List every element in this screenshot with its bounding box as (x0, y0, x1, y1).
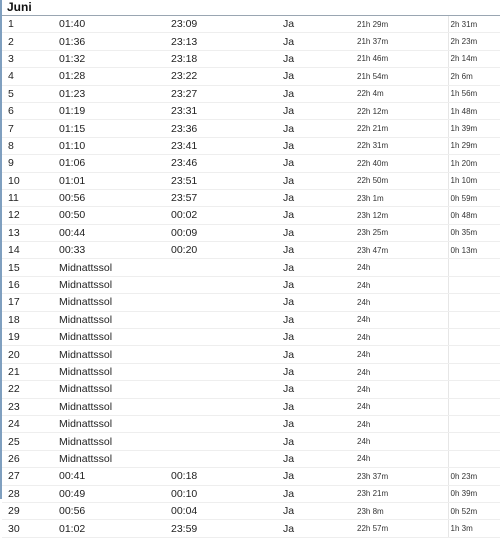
sunset-cell: 23:31 (171, 102, 283, 119)
sunrise-cell: 01:40 (59, 16, 171, 33)
sunrise-cell: Midnattssol (59, 346, 171, 363)
daylength-cell: 22h 4m (357, 85, 448, 102)
night-length-cell: 1h 20m (448, 155, 500, 172)
night-length-cell: 2h 23m (448, 33, 500, 50)
sunset-cell: 00:10 (171, 485, 283, 502)
day-cell: 18 (2, 311, 59, 328)
night-length-cell (448, 346, 500, 363)
ja-cell: Ja (283, 172, 357, 189)
sunset-cell (171, 329, 283, 346)
daylength-cell: 22h 21m (357, 120, 448, 137)
day-cell: 7 (2, 120, 59, 137)
ja-cell: Ja (283, 120, 357, 137)
sunset-cell: 23:09 (171, 16, 283, 33)
ja-cell: Ja (283, 68, 357, 85)
sun-times-table (2, 16, 500, 538)
table-row (2, 485, 500, 502)
sunset-cell: 23:22 (171, 68, 283, 85)
daylength-cell: 22h 40m (357, 155, 448, 172)
daylength-cell: 23h 21m (357, 485, 448, 502)
daylength-cell: 21h 37m (357, 33, 448, 50)
table-row (2, 433, 500, 450)
night-length-cell (448, 450, 500, 467)
sunrise-cell: Midnattssol (59, 415, 171, 432)
daylength-cell: 23h 1m (357, 189, 448, 206)
day-cell: 22 (2, 381, 59, 398)
daylength-cell: 21h 46m (357, 50, 448, 67)
day-cell: 27 (2, 468, 59, 485)
table-row (2, 137, 500, 154)
sunrise-cell: 00:44 (59, 224, 171, 241)
sunset-cell: 23:27 (171, 85, 283, 102)
sunset-cell (171, 363, 283, 380)
day-cell: 9 (2, 155, 59, 172)
sunrise-cell: Midnattssol (59, 363, 171, 380)
night-length-cell (448, 398, 500, 415)
daylength-cell: 24h (357, 311, 448, 328)
table-row (2, 520, 500, 537)
sunrise-cell: Midnattssol (59, 294, 171, 311)
day-cell: 16 (2, 276, 59, 293)
day-cell: 6 (2, 102, 59, 119)
sunset-cell (171, 346, 283, 363)
daylength-cell: 24h (357, 294, 448, 311)
table-row (2, 363, 500, 380)
table-row (2, 381, 500, 398)
sunset-cell: 00:09 (171, 224, 283, 241)
day-cell: 10 (2, 172, 59, 189)
sunset-cell (171, 381, 283, 398)
day-cell: 14 (2, 242, 59, 259)
day-cell: 12 (2, 207, 59, 224)
sunrise-cell: 00:41 (59, 468, 171, 485)
table-row (2, 276, 500, 293)
ja-cell: Ja (283, 207, 357, 224)
day-cell: 2 (2, 33, 59, 50)
sunrise-cell: 01:19 (59, 102, 171, 119)
day-cell: 4 (2, 68, 59, 85)
sunrise-cell: 00:56 (59, 502, 171, 519)
table-row (2, 346, 500, 363)
sunset-cell (171, 311, 283, 328)
sunrise-cell: 01:10 (59, 137, 171, 154)
night-length-cell (448, 329, 500, 346)
table-row (2, 415, 500, 432)
night-length-cell (448, 259, 500, 276)
ja-cell: Ja (283, 450, 357, 467)
daylength-cell: 22h 31m (357, 137, 448, 154)
table-row (2, 102, 500, 119)
night-length-cell (448, 381, 500, 398)
daylength-cell: 24h (357, 450, 448, 467)
sunset-cell (171, 259, 283, 276)
daylength-cell: 22h 50m (357, 172, 448, 189)
table-row (2, 16, 500, 33)
daylength-cell: 24h (357, 398, 448, 415)
night-length-cell: 0h 48m (448, 207, 500, 224)
table-row (2, 259, 500, 276)
day-cell: 1 (2, 16, 59, 33)
night-length-cell: 2h 6m (448, 68, 500, 85)
sunset-cell: 00:20 (171, 242, 283, 259)
ja-cell: Ja (283, 485, 357, 502)
ja-cell: Ja (283, 381, 357, 398)
ja-cell: Ja (283, 415, 357, 432)
ja-cell: Ja (283, 137, 357, 154)
table-row (2, 502, 500, 519)
night-length-cell: 1h 10m (448, 172, 500, 189)
sunrise-cell: 01:02 (59, 520, 171, 537)
sunset-cell: 00:02 (171, 207, 283, 224)
ja-cell: Ja (283, 242, 357, 259)
day-cell: 17 (2, 294, 59, 311)
sunset-cell (171, 433, 283, 450)
sunrise-cell: Midnattssol (59, 329, 171, 346)
daylength-cell: 24h (357, 276, 448, 293)
sunset-cell (171, 398, 283, 415)
sunset-cell: 23:41 (171, 137, 283, 154)
night-length-cell: 0h 35m (448, 224, 500, 241)
sunset-cell (171, 276, 283, 293)
ja-cell: Ja (283, 276, 357, 293)
ja-cell: Ja (283, 16, 357, 33)
night-length-cell (448, 276, 500, 293)
table-row (2, 207, 500, 224)
night-length-cell (448, 415, 500, 432)
daylength-cell: 24h (357, 363, 448, 380)
ja-cell: Ja (283, 502, 357, 519)
daylength-cell: 24h (357, 415, 448, 432)
daylength-cell: 24h (357, 259, 448, 276)
day-cell: 20 (2, 346, 59, 363)
day-cell: 8 (2, 137, 59, 154)
ja-cell: Ja (283, 155, 357, 172)
daylength-cell: 24h (357, 381, 448, 398)
table-row (2, 329, 500, 346)
night-length-cell: 1h 56m (448, 85, 500, 102)
table-row (2, 450, 500, 467)
day-cell: 23 (2, 398, 59, 415)
night-length-cell: 0h 52m (448, 502, 500, 519)
night-length-cell: 1h 3m (448, 520, 500, 537)
month-header: Juni (2, 0, 500, 16)
table-row (2, 172, 500, 189)
table-row (2, 155, 500, 172)
sunset-cell: 23:59 (171, 520, 283, 537)
night-length-cell: 0h 23m (448, 468, 500, 485)
ja-cell: Ja (283, 294, 357, 311)
night-length-cell: 1h 48m (448, 102, 500, 119)
sunrise-cell: 01:06 (59, 155, 171, 172)
table-row (2, 85, 500, 102)
sunset-cell: 23:18 (171, 50, 283, 67)
daylength-cell: 21h 54m (357, 68, 448, 85)
sunrise-cell: 00:49 (59, 485, 171, 502)
night-length-cell: 0h 39m (448, 485, 500, 502)
daylength-cell: 21h 29m (357, 16, 448, 33)
day-cell: 25 (2, 433, 59, 450)
sunrise-cell: 01:01 (59, 172, 171, 189)
table-row (2, 224, 500, 241)
sunset-cell: 23:57 (171, 189, 283, 206)
ja-cell: Ja (283, 433, 357, 450)
day-cell: 24 (2, 415, 59, 432)
table-row (2, 398, 500, 415)
table-row (2, 468, 500, 485)
day-cell: 21 (2, 363, 59, 380)
sunset-cell: 00:04 (171, 502, 283, 519)
table-row (2, 189, 500, 206)
day-cell: 28 (2, 485, 59, 502)
night-length-cell: 1h 29m (448, 137, 500, 154)
sunrise-cell: Midnattssol (59, 311, 171, 328)
sunrise-cell: 01:15 (59, 120, 171, 137)
day-cell: 30 (2, 520, 59, 537)
sunset-cell: 23:13 (171, 33, 283, 50)
daylength-cell: 23h 12m (357, 207, 448, 224)
sunset-cell: 23:36 (171, 120, 283, 137)
sunrise-cell: 00:33 (59, 242, 171, 259)
sunrise-cell: 01:23 (59, 85, 171, 102)
table-row (2, 50, 500, 67)
sunrise-cell: Midnattssol (59, 450, 171, 467)
table-row (2, 120, 500, 137)
day-cell: 13 (2, 224, 59, 241)
night-length-cell (448, 294, 500, 311)
sunrise-cell: 00:50 (59, 207, 171, 224)
table-row (2, 242, 500, 259)
sunrise-cell: Midnattssol (59, 433, 171, 450)
daylength-cell: 24h (357, 346, 448, 363)
sunset-cell (171, 450, 283, 467)
daylength-cell: 22h 57m (357, 520, 448, 537)
ja-cell: Ja (283, 311, 357, 328)
sunrise-cell: Midnattssol (59, 276, 171, 293)
ja-cell: Ja (283, 468, 357, 485)
day-cell: 11 (2, 189, 59, 206)
night-length-cell (448, 311, 500, 328)
ja-cell: Ja (283, 189, 357, 206)
daylength-cell: 24h (357, 433, 448, 450)
ja-cell: Ja (283, 329, 357, 346)
daylength-cell: 22h 12m (357, 102, 448, 119)
daylength-cell: 23h 37m (357, 468, 448, 485)
ja-cell: Ja (283, 102, 357, 119)
day-cell: 19 (2, 329, 59, 346)
day-cell: 29 (2, 502, 59, 519)
table-row (2, 294, 500, 311)
ja-cell: Ja (283, 259, 357, 276)
sunset-cell (171, 415, 283, 432)
sunset-cell: 00:18 (171, 468, 283, 485)
ja-cell: Ja (283, 85, 357, 102)
daylength-cell: 23h 47m (357, 242, 448, 259)
day-cell: 15 (2, 259, 59, 276)
daylength-cell: 23h 25m (357, 224, 448, 241)
night-length-cell: 1h 39m (448, 120, 500, 137)
sunrise-cell: Midnattssol (59, 398, 171, 415)
table-row (2, 311, 500, 328)
ja-cell: Ja (283, 224, 357, 241)
sunset-cell: 23:51 (171, 172, 283, 189)
day-cell: 3 (2, 50, 59, 67)
sunset-cell (171, 294, 283, 311)
sunrise-cell: 01:36 (59, 33, 171, 50)
sunrise-cell: Midnattssol (59, 381, 171, 398)
sunrise-cell: 01:32 (59, 50, 171, 67)
day-cell: 5 (2, 85, 59, 102)
ja-cell: Ja (283, 50, 357, 67)
night-length-cell: 0h 13m (448, 242, 500, 259)
sunrise-cell: Midnattssol (59, 259, 171, 276)
sun-times-table-body (2, 16, 500, 537)
ja-cell: Ja (283, 363, 357, 380)
sunrise-cell: 01:28 (59, 68, 171, 85)
ja-cell: Ja (283, 398, 357, 415)
daylength-cell: 24h (357, 329, 448, 346)
night-length-cell (448, 433, 500, 450)
table-row (2, 68, 500, 85)
sunrise-cell: 00:56 (59, 189, 171, 206)
night-length-cell (448, 363, 500, 380)
ja-cell: Ja (283, 520, 357, 537)
day-cell: 26 (2, 450, 59, 467)
night-length-cell: 2h 14m (448, 50, 500, 67)
ja-cell: Ja (283, 346, 357, 363)
sunset-cell: 23:46 (171, 155, 283, 172)
ja-cell: Ja (283, 33, 357, 50)
table-row (2, 33, 500, 50)
daylength-cell: 23h 8m (357, 502, 448, 519)
night-length-cell: 0h 59m (448, 189, 500, 206)
night-length-cell: 2h 31m (448, 16, 500, 33)
